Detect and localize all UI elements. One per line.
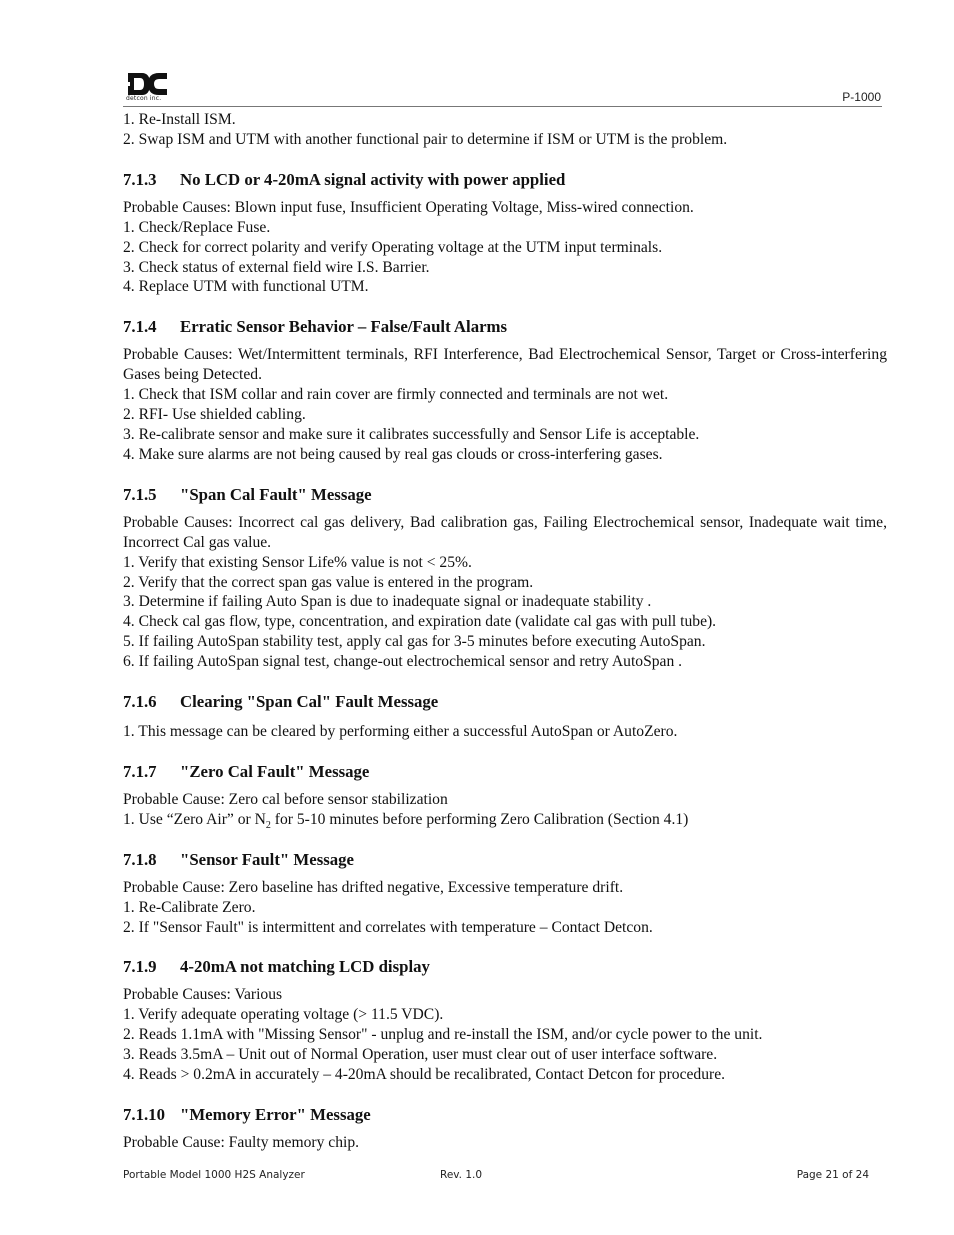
- probable-causes: Probable Causes: Various: [123, 986, 283, 1004]
- section-title: 4-20mA not matching LCD display: [180, 957, 430, 977]
- list-item: [123, 810, 887, 830]
- section-heading-7-1-10: [123, 1104, 887, 1126]
- section-heading-7-1-7: [123, 761, 887, 783]
- list-item: 3. Re-calibrate sensor and make sure it calibrates successfully and Sensor Life is acceptable.: [123, 425, 700, 443]
- section-heading-7-1-4: [123, 316, 887, 338]
- list-item: 2. Reads 1.1mA with "Missing Sensor" - unplug and re-install the ISM, and/or cycle power to the unit.: [123, 1026, 763, 1044]
- subscript: 2: [265, 819, 271, 831]
- logo-wordmark: detcon inc.: [126, 95, 162, 102]
- section-heading-7-1-5: [123, 484, 887, 506]
- list-item: 3. Reads 3.5mA – Unit out of Normal Operation, user must clear out of user interface software.: [123, 1046, 718, 1064]
- list-item: 1. Re-Calibrate Zero.: [123, 898, 256, 916]
- footer-revision: Rev. 1.0: [440, 1169, 483, 1181]
- list-item: 4. Replace UTM with functional UTM.: [123, 278, 369, 296]
- section-title: "Span Cal Fault" Message: [180, 484, 372, 504]
- section-title: Erratic Sensor Behavior – False/Fault Alarms: [180, 317, 508, 337]
- list-item: 1. Check/Replace Fuse.: [123, 218, 271, 236]
- list-item: 2. Verify that the correct span gas value is entered in the program.: [123, 573, 534, 591]
- section-number: 7.1.9: [123, 957, 157, 977]
- probable-causes: Probable Cause: Faulty memory chip.: [123, 1134, 360, 1151]
- section-title: "Zero Cal Fault" Message: [180, 761, 370, 781]
- step-text: 1. Use “Zero Air” or N: [123, 810, 266, 828]
- page-footer: [123, 1169, 869, 1185]
- section-title: Clearing "Span Cal" Fault Message: [180, 692, 439, 712]
- detcon-logo-mark: [126, 72, 168, 96]
- list-item: 4. Make sure alarms are not being caused by real gas clouds or cross-interfering gases.: [123, 445, 663, 463]
- list-item: 1. Verify that existing Sensor Life% value is not < 25%.: [123, 553, 472, 571]
- probable-causes: Probable Causes: Blown input fuse, Insufficient Operating Voltage, Miss-wired connection.: [123, 198, 694, 216]
- section-number: 7.1.3: [123, 169, 157, 189]
- intro-step-1: 1. Re-Install ISM.: [123, 111, 236, 128]
- section-number: 7.1.8: [123, 849, 157, 869]
- section-number: 7.1.10: [123, 1105, 165, 1124]
- list-item: 1. This message can be cleared by performing either a successful AutoSpan or AutoZero.: [123, 723, 678, 741]
- probable-causes: Probable Cause: Zero baseline has drifted negative, Excessive temperature drift.: [123, 878, 624, 896]
- section-number: 7.1.5: [123, 484, 157, 504]
- section-heading-7-1-9: [123, 956, 887, 978]
- list-item: 2. RFI- Use shielded cabling.: [123, 406, 306, 424]
- list-item: 1. Verify adequate operating voltage (> 11.5 VDC).: [123, 1006, 444, 1024]
- list-item: 5. If failing AutoSpan stability test, apply cal gas for 3-5 minutes before executing AutoSpan.: [123, 633, 706, 651]
- footer-product: Portable Model 1000 H2S Analyzer: [123, 1169, 305, 1181]
- list-item: 3. Determine if failing Auto Span is due to inadequate signal or inadequate stability .: [123, 593, 652, 611]
- probable-causes: Probable Cause: Zero cal before sensor stabilization: [123, 790, 448, 808]
- header-rule: [123, 106, 882, 107]
- step-text: for 5-10 minutes before performing Zero Calibration (Section 4.1): [270, 810, 689, 828]
- list-item: 6. If failing AutoSpan signal test, change-out electrochemical sensor and retry AutoSpan .: [123, 653, 683, 671]
- list-item: 1. Check that ISM collar and rain cover are firmly connected and terminals are not wet.: [123, 386, 669, 404]
- document-id: P-1000: [842, 90, 881, 104]
- page-content: [123, 110, 887, 1153]
- section-title: No LCD or 4-20mA signal activity with power applied: [180, 169, 566, 189]
- list-item: 2. If "Sensor Fault" is intermittent and correlates with temperature – Contact Detcon.: [123, 918, 653, 936]
- footer-page-number: Page 21 of 24: [796, 1169, 869, 1181]
- section-number: 7.1.6: [123, 692, 157, 712]
- probable-causes: Probable Causes: Incorrect cal gas delivery, Bad calibration gas, Failing Electrochemical sensor, Inadequate wait time, Incorrect Cal gas value.: [123, 513, 887, 551]
- section-number: 7.1.7: [123, 761, 157, 781]
- section-heading-7-1-6: [123, 691, 887, 713]
- section-title: "Memory Error" Message: [180, 1105, 371, 1124]
- section-number: 7.1.4: [123, 317, 157, 337]
- section-title: "Sensor Fault" Message: [180, 849, 355, 869]
- list-item: 2. Check for correct polarity and verify Operating voltage at the UTM input terminals.: [123, 238, 663, 256]
- section-heading-7-1-8: [123, 849, 887, 871]
- probable-causes: Probable Causes: Wet/Intermittent terminals, RFI Interference, Bad Electrochemical Sensor, Target or Cross-interfering Gases being Detected.: [123, 346, 887, 384]
- list-item: 3. Check status of external field wire I.S. Barrier.: [123, 258, 430, 276]
- section-heading-7-1-3: [123, 169, 887, 191]
- intro-step-2: 2. Swap ISM and UTM with another functional pair to determine if ISM or UTM is the problem.: [123, 130, 728, 148]
- list-item: 4. Check cal gas flow, type, concentration, and expiration date (validate cal gas with pull tube).: [123, 613, 717, 631]
- list-item: 4. Reads > 0.2mA in accurately – 4-20mA should be recalibrated, Contact Detcon for procedure.: [123, 1066, 726, 1084]
